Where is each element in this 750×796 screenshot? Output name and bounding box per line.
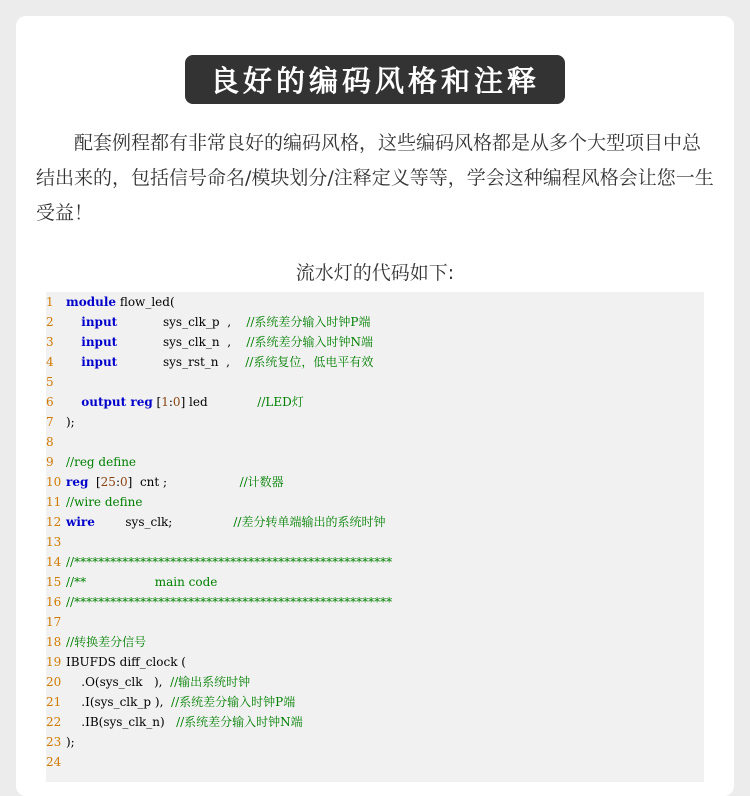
code-token: sys_clk; xyxy=(94,515,234,529)
code-text xyxy=(66,292,175,312)
line-number: 19 xyxy=(46,655,62,669)
line-number: 1 xyxy=(46,295,54,309)
code-token: : xyxy=(168,395,173,409)
code-text xyxy=(66,492,142,512)
code-text xyxy=(66,592,392,612)
code-comment: //计数器 xyxy=(239,475,284,489)
code-keyword: output reg xyxy=(81,395,153,409)
line-number: 9 xyxy=(46,455,54,469)
line-number: 14 xyxy=(46,555,62,569)
line-number: 15 xyxy=(46,575,62,589)
code-token xyxy=(66,395,81,409)
code-text xyxy=(66,732,75,752)
code-block xyxy=(46,292,704,782)
section-title: 良好的编码风格和注释 xyxy=(185,55,565,104)
code-text xyxy=(66,412,75,432)
code-line xyxy=(46,752,704,772)
code-comment: //系统差分输入时钟P端 xyxy=(246,315,371,329)
code-keyword: module xyxy=(66,295,117,309)
code-line xyxy=(46,472,704,492)
line-number: 24 xyxy=(46,755,62,769)
code-line xyxy=(46,572,704,592)
code-text xyxy=(66,332,373,352)
code-text xyxy=(66,452,136,472)
code-keyword: input xyxy=(81,355,118,369)
line-number: 12 xyxy=(46,515,62,529)
code-keyword: input xyxy=(81,315,118,329)
code-token: .I(sys_clk_p ), xyxy=(66,695,172,709)
line-number: 22 xyxy=(46,715,62,729)
line-number: 10 xyxy=(46,475,62,489)
code-number: 25 xyxy=(100,475,116,489)
code-token: sys_clk_p , xyxy=(117,315,247,329)
code-number: 1 xyxy=(161,395,169,409)
code-text xyxy=(66,652,186,672)
code-comment: //LED灯 xyxy=(257,395,304,409)
line-number: 20 xyxy=(46,675,62,689)
code-line xyxy=(46,312,704,332)
code-line xyxy=(46,432,704,452)
code-comment: //reg define xyxy=(66,455,137,469)
code-line xyxy=(46,652,704,672)
code-token: .IB(sys_clk_n) xyxy=(66,715,177,729)
line-number: 18 xyxy=(46,635,62,649)
code-number: 0 xyxy=(120,475,128,489)
line-number: 6 xyxy=(46,395,54,409)
code-comment: //** main code xyxy=(66,575,218,589)
code-token xyxy=(66,335,81,349)
code-comment: //***************************************************** xyxy=(66,595,393,609)
line-number: 21 xyxy=(46,695,62,709)
code-line xyxy=(46,392,704,412)
code-text xyxy=(66,312,370,332)
code-line xyxy=(46,492,704,512)
code-token: ); xyxy=(66,415,75,429)
code-text xyxy=(66,672,250,692)
code-line xyxy=(46,532,704,552)
code-token: [ xyxy=(152,395,162,409)
line-number: 7 xyxy=(46,415,54,429)
line-number: 4 xyxy=(46,355,54,369)
code-token: sys_clk_n , xyxy=(117,335,247,349)
code-token: [ xyxy=(88,475,101,489)
line-number: 5 xyxy=(46,375,54,389)
code-comment: //系统差分输入时钟N端 xyxy=(176,715,303,729)
code-line xyxy=(46,452,704,472)
code-token: ] led xyxy=(180,395,258,409)
code-keyword: input xyxy=(81,335,118,349)
code-text xyxy=(66,572,217,592)
code-line xyxy=(46,672,704,692)
code-line xyxy=(46,552,704,572)
code-heading: 流水灯的代码如下: xyxy=(295,262,455,284)
code-comment: //系统差分输入时钟N端 xyxy=(246,335,373,349)
code-keyword: reg xyxy=(66,475,89,489)
code-line xyxy=(46,592,704,612)
line-number: 11 xyxy=(46,495,62,509)
code-line xyxy=(46,732,704,752)
code-comment: //系统差分输入时钟P端 xyxy=(171,695,296,709)
code-line xyxy=(46,372,704,392)
code-token: ] cnt ; xyxy=(127,475,240,489)
code-text xyxy=(66,712,303,732)
code-line xyxy=(46,712,704,732)
code-line xyxy=(46,612,704,632)
code-text xyxy=(66,692,295,712)
code-text xyxy=(66,632,146,652)
code-line xyxy=(46,512,704,532)
line-number: 23 xyxy=(46,735,62,749)
line-number: 2 xyxy=(46,315,54,329)
code-token: flow_led( xyxy=(116,295,175,309)
code-line xyxy=(46,352,704,372)
code-comment: //差分转单端输出的系统时钟 xyxy=(233,515,386,529)
code-token xyxy=(66,315,81,329)
line-number: 13 xyxy=(46,535,62,549)
code-text xyxy=(66,352,373,372)
intro-paragraph: 配套例程都有非常良好的编码风格，这些编码风格都是从多个大型项目中总结出来的，包括信号命名/模块划分/注释定义等等，学会这种编程风格会让您一生受益！ xyxy=(36,132,714,224)
line-number: 17 xyxy=(46,615,62,629)
code-keyword: wire xyxy=(66,515,95,529)
line-number: 16 xyxy=(46,595,62,609)
code-token: .O(sys_clk ), xyxy=(66,675,171,689)
code-token: : xyxy=(115,475,120,489)
code-text xyxy=(66,512,385,532)
code-token xyxy=(66,355,81,369)
code-token: sys_rst_n , xyxy=(117,355,246,369)
code-text xyxy=(66,472,284,492)
code-line xyxy=(46,332,704,352)
code-comment: //wire define xyxy=(66,495,143,509)
code-text xyxy=(66,392,304,412)
code-number: 0 xyxy=(172,395,181,409)
code-line xyxy=(46,632,704,652)
code-token: ); xyxy=(66,735,75,749)
code-text xyxy=(66,552,392,572)
line-number: 3 xyxy=(46,335,54,349)
code-comment: //***************************************************** xyxy=(66,555,393,569)
code-comment: //输出系统时钟 xyxy=(170,675,251,689)
code-comment: //系统复位，低电平有效 xyxy=(245,355,374,369)
line-number: 8 xyxy=(46,435,54,449)
code-comment: //转换差分信号 xyxy=(66,635,147,649)
code-line xyxy=(46,292,704,312)
code-line xyxy=(46,692,704,712)
code-line xyxy=(46,412,704,432)
code-token: IBUFDS diff_clock ( xyxy=(66,655,186,669)
